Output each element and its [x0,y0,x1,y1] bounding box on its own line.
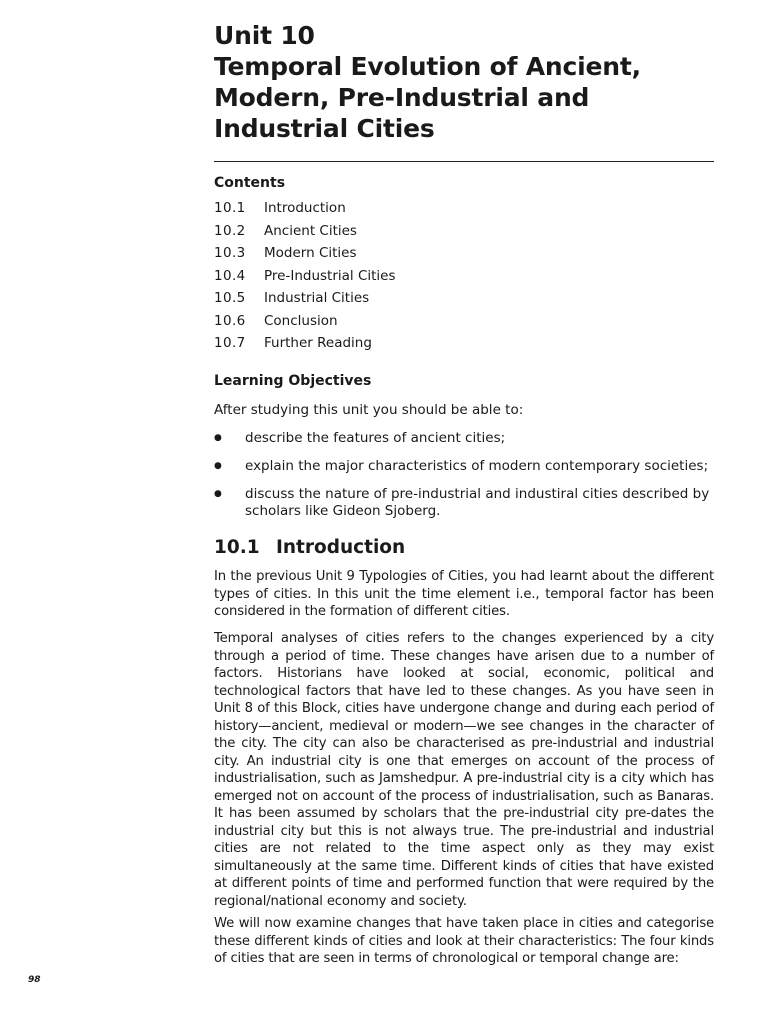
unit-number: Unit 10 [214,21,315,50]
section-heading [214,537,405,558]
contents-item [214,222,396,245]
contents-item-number: 10.5 [214,290,246,306]
contents-item-label: Pre-Industrial Cities [264,267,396,284]
section-title: Introduction [276,537,406,558]
contents-item-number: 10.3 [214,245,246,261]
contents-item [214,267,396,290]
contents-item-label: Introduction [264,200,346,216]
unit-title-line: Modern, Pre-Industrial and [214,83,590,112]
learning-objectives-heading: Learning Objectives [214,373,372,389]
unit-title [214,20,714,144]
contents-item [214,312,396,335]
contents-item-label: Modern Cities [264,245,357,261]
contents-item [214,289,396,312]
contents-item-number: 10.7 [214,335,246,351]
objectives-list [214,430,714,531]
contents-item-number: 10.4 [214,267,246,284]
contents-item-number: 10.1 [214,200,246,216]
contents-item-label: Conclusion [264,312,338,329]
unit-title-line: Industrial Cities [214,114,435,143]
contents-item-label: Ancient Cities [264,222,357,239]
contents-item-number: 10.6 [214,312,246,329]
page-number: 98 [28,975,41,985]
contents-heading: Contents [214,175,286,191]
contents-list [214,199,396,357]
paragraph: We will now examine changes that have taken place in cities and categorise these different kinds of cities and look at their characteristics: The four kinds of cities that are seen in terms of chronological or temporal change are: [214,916,714,966]
contents-item [214,244,396,267]
learning-objectives-intro: After studying this unit you should be able to: [214,402,524,418]
objective-item: ● explain the major characteristics of modern contemporary societies; [214,458,714,475]
contents-item-number: 10.2 [214,222,246,239]
contents-item [214,334,396,357]
objective-item: ● describe the features of ancient cities; [214,430,714,447]
contents-item-label: Industrial Cities [264,290,370,306]
contents-item [214,199,396,222]
objective-item: ● discuss the nature of pre-industrial and industiral cities described by scholars like Gideon Sjoberg. [214,486,714,520]
unit-title-line: Temporal Evolution of Ancient, [214,52,641,81]
title-divider [214,161,714,162]
section-number: 10.1 [214,537,260,558]
paragraph: In the previous Unit 9 Typologies of Cities, you had learnt about the different types of cities. In this unit the time element i.e., temporal factor has been considered in the formation of different cities. [214,569,714,619]
paragraph: Temporal analyses of cities refers to the changes experienced by a city through a period of time. These changes have arisen due to a number of factors. Historians have looked at social, economic, political and technological factors that have led to these changes. As you have seen in Unit 8 of this Block, cities have undergone change and during each period of history—ancient, medieval or modern—we see changes in the character of the city. The city can also be characterised as pre-industrial and industrial city. An industrial city is one that emerges on account of the process of industrialisation, such as Jamshedpur. A pre-industrial city is a city which has emerged not on account of the process of industrialisation, such as Banaras. It has been assumed by scholars that the pre-industrial city pre-dates the industrial city but this is not always true. The pre-industrial and industrial cities are not related to the time aspect only as they may exist simultaneously at the same time. Different kinds of cities that have existed at different points of time and performed function that were required by the regional/national economy and society. [214,631,714,909]
contents-item-label: Further Reading [264,335,372,351]
